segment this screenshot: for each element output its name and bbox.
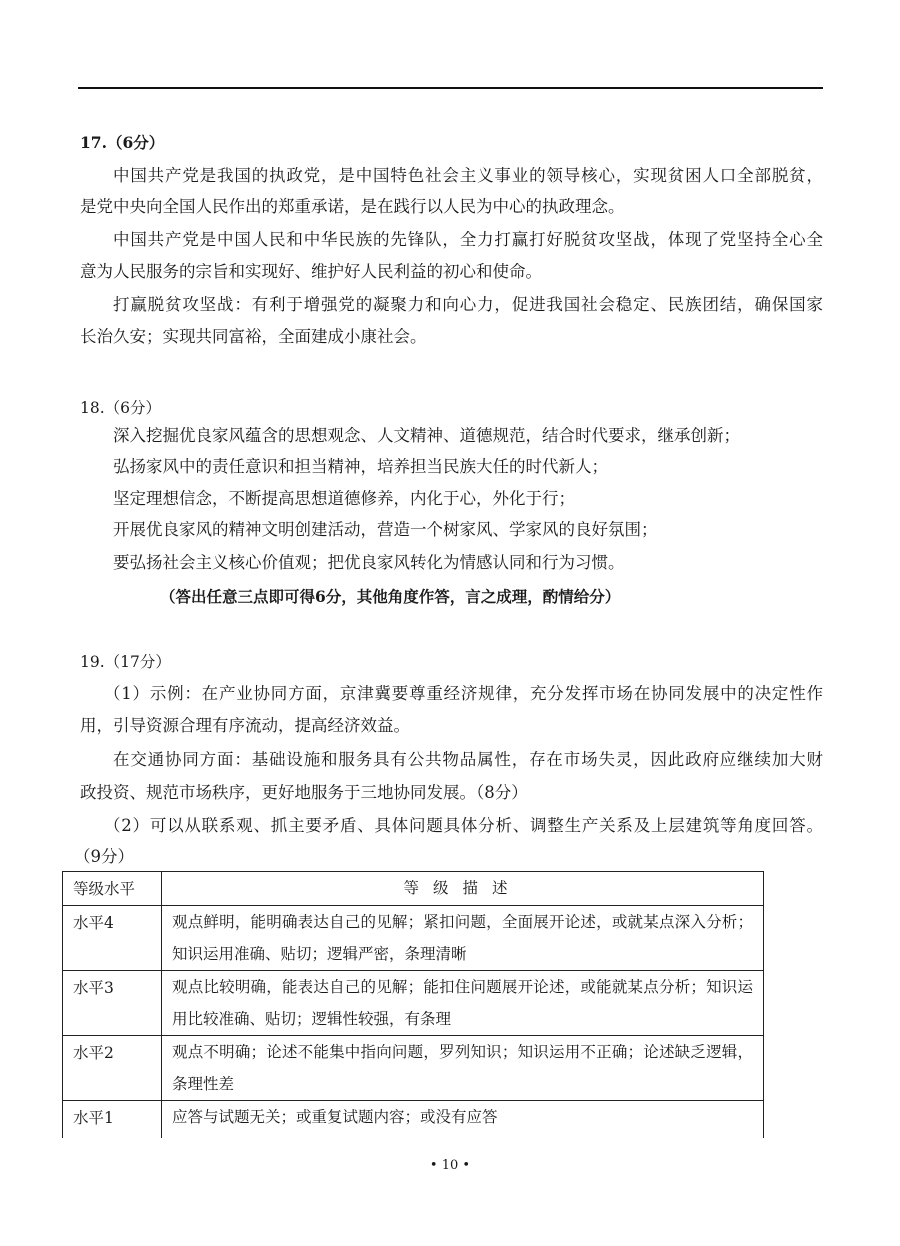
- q17-header: 17.（6分）: [80, 133, 165, 152]
- table-header-description: 等级描述: [162, 872, 764, 906]
- table-header-row: [63, 872, 764, 906]
- description-cell: 观点鲜明，能明确表达自己的见解；紧扣问题，全面展开论述，或就某点深入分析；知识运用准确、贴切；逻辑严密，条理清晰: [162, 906, 764, 971]
- q17-line: 是党中央向全国人民作出的郑重承诺，是在践行以人民为中心的执政理念。: [80, 197, 625, 216]
- level-cell: 水平2: [63, 1036, 162, 1101]
- level-cell: 水平1: [63, 1101, 162, 1138]
- q18-line: 弘扬家风中的责任意识和担当精神，培养担当民族大任的时代新人；: [113, 457, 608, 476]
- description-cell: 观点比较明确，能表达自己的见解；能扣住问题展开论述，或能就某点分析；知识运用比较准确、贴切；逻辑性较强，有条理: [162, 971, 764, 1036]
- q17-line: 中国共产党是我国的执政党，是中国特色社会主义事业的领导核心，实现贫困人口全部脱贫，: [113, 166, 823, 185]
- q18-scoring-note: （答出任意三点即可得6分，其他角度作答，言之成理，酌情给分）: [160, 587, 621, 606]
- table-row: [63, 1036, 764, 1101]
- table-header-level: 等级水平: [63, 872, 162, 906]
- q19-line: 在交通协同方面：基础设施和服务具有公共物品属性，存在市场失灵，因此政府应继续加大财: [113, 750, 823, 769]
- q18-line: 开展优良家风的精神文明创建活动，营造一个树家风、学家风的良好氛围；: [113, 520, 658, 539]
- header-rule: [78, 87, 823, 89]
- q19-line: （9分）: [74, 847, 134, 866]
- q19-line: 政投资、规范市场秩序，更好地服务于三地协同发展。（8分）: [80, 783, 528, 802]
- table-row: [63, 971, 764, 1036]
- q17-line: 中国共产党是中国人民和中华民族的先锋队，全力打赢打好脱贫攻坚战，体现了党坚持全心全: [113, 230, 823, 249]
- q19-header: 19.（17分）: [80, 653, 171, 671]
- description-cell: 应答与试题无关；或重复试题内容；或没有应答: [162, 1101, 764, 1138]
- q17-line: 打赢脱贫攻坚战：有利于增强党的凝聚力和向心力，促进我国社会稳定、民族团结，确保国家: [113, 295, 823, 314]
- grading-table: [62, 871, 764, 1138]
- q18-line: 要弘扬社会主义核心价值观；把优良家风转化为情感认同和行为习惯。: [113, 553, 625, 572]
- table-row: [63, 906, 764, 971]
- q17-line: 意为人民服务的宗旨和实现好、维护好人民利益的初心和使命。: [80, 262, 542, 281]
- table-row: [63, 1101, 764, 1138]
- q17-line: 长治久安；实现共同富裕，全面建成小康社会。: [80, 327, 427, 346]
- q19-line: （1）示例：在产业协同方面，京津冀要尊重经济规律，充分发挥市场在协同发展中的决定性作: [104, 684, 823, 703]
- q19-line: （2）可以从联系观、抓主要矛盾、具体问题具体分析、调整生产关系及上层建筑等角度回答。: [104, 816, 823, 835]
- level-cell: 水平4: [63, 906, 162, 971]
- q18-header: 18.（6分）: [80, 399, 162, 417]
- level-cell: 水平3: [63, 971, 162, 1036]
- description-cell: 观点不明确；论述不能集中指向问题，罗列知识；知识运用不正确；论述缺乏逻辑，条理性差: [162, 1036, 764, 1101]
- q18-line: 深入挖掘优良家风蕴含的思想观念、人文精神、道德规范，结合时代要求，继承创新；: [113, 426, 740, 445]
- q18-line: 坚定理想信念，不断提高思想道德修养，内化于心，外化于行；: [113, 489, 575, 508]
- q19-line: 用，引导资源合理有序流动，提高经济效益。: [80, 716, 410, 735]
- page-number: • 10 •: [429, 1158, 471, 1173]
